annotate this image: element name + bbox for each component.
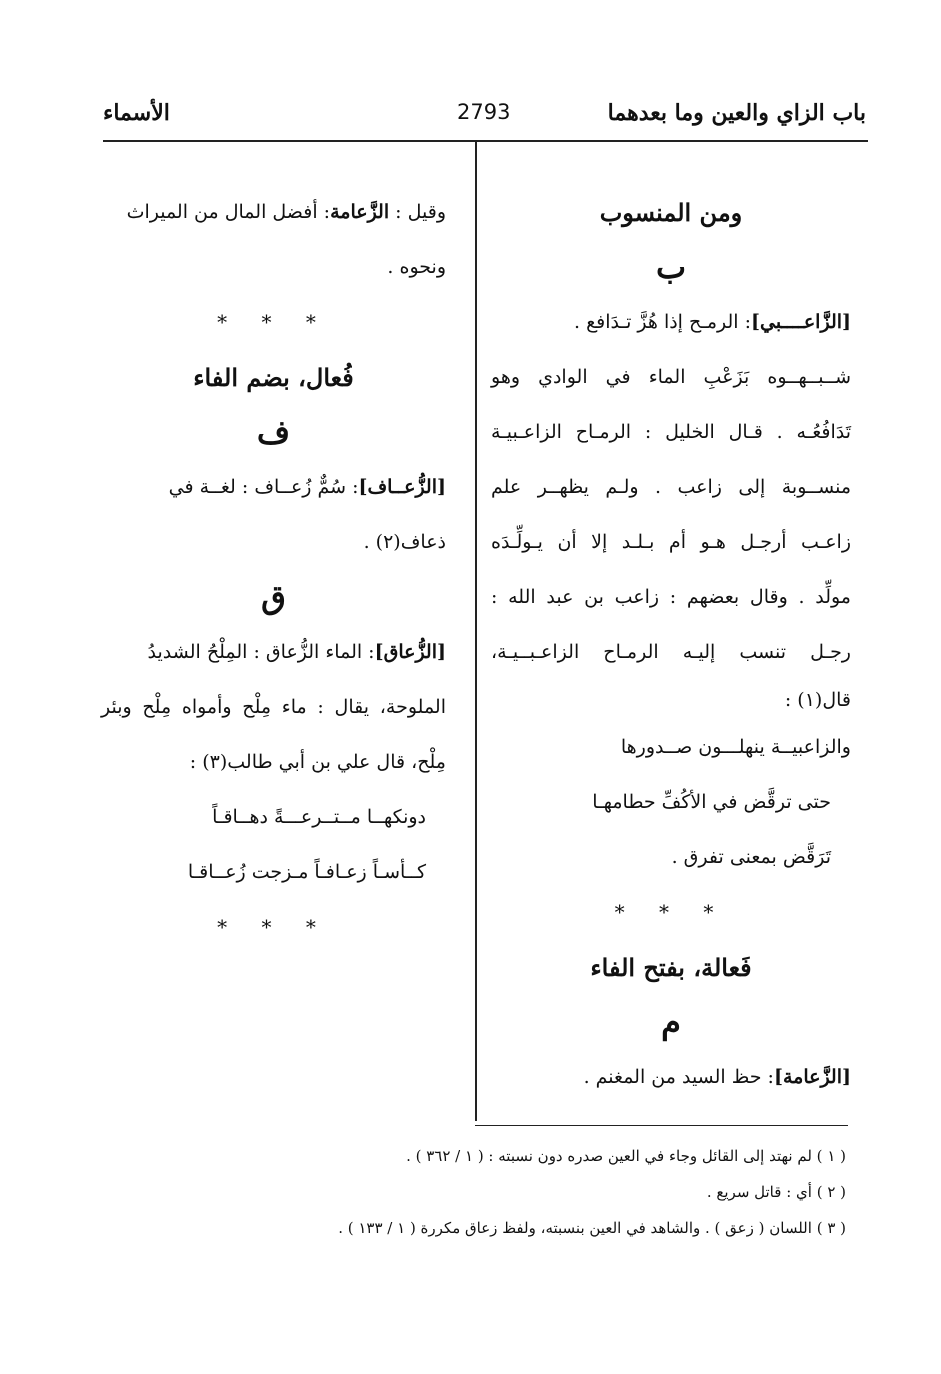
entry-line — [101, 625, 446, 680]
gloss-note: تَرَقَّض بمعنى تفرق . — [671, 846, 831, 868]
entry-line: تَدَافُعُـه . قـال الخليل : الرمـاح الزاعـبيـة — [491, 421, 851, 443]
letter-heading-m: م — [661, 1003, 681, 1041]
entry-keyword: [الزُّعــاف] — [358, 476, 446, 498]
letter-heading-f: ف — [256, 413, 291, 451]
poem-verse: حتى ترقَّض في الأكُفِّ حطامهـا — [592, 791, 831, 813]
entry-keyword: [الزُّعاق] — [374, 641, 446, 663]
entry-line: زاعـب أرجـل هـو أم بـلـد إلا أن يـولِّـدَه — [491, 531, 851, 553]
entry-line — [101, 460, 446, 515]
chapter-title: باب الزاي والعين وما بعدهما — [607, 100, 866, 126]
footnote: ( ٢ ) أي : قاتل سريع . — [706, 1183, 846, 1201]
header-rule — [103, 140, 868, 142]
footnote: ( ١ ) لم نهتد إلى القائل وجاء في العين صدره دون نسبته : ( ١ / ٣٦٢ ) . — [406, 1147, 846, 1165]
letter-heading-b: ب — [655, 248, 687, 286]
entry-line — [101, 185, 446, 240]
section-title: الأسماء — [103, 100, 170, 126]
entry-line: رجـل تنسب إليـه الرمـاح الزاعـبــيـة، — [491, 641, 851, 663]
entry-line: ونحوه . — [387, 256, 446, 278]
entry-keyword: [الزَّعامة] — [773, 1066, 851, 1088]
entry-text: : الماء الزُّعاق : المِلْحُ الشديدُ — [147, 641, 375, 663]
poem-verse: والزاعبيــة ينهلـــون صــدورها — [620, 736, 851, 758]
entry-line: قال(١) : — [784, 689, 851, 711]
entry-line: مولِّد . وقال بعضهم : زاعب بن عبد الله : — [491, 586, 851, 608]
entry-text: : الرمـح إذا هُزَّ تـدَافع . — [573, 311, 752, 333]
entry-line — [491, 1050, 851, 1105]
entry-text: : سُمٌّ زُعــاف : لغــة في — [168, 476, 359, 498]
entry-line: الملوحة، يقال : ماء مِلْح وأمواه مِلْح وبئر — [101, 696, 446, 718]
section-separator: * * * — [614, 900, 728, 924]
entry-line: منســوبة إلى زاعب . ولـم يظهــر علم — [491, 476, 851, 498]
section-separator: * * * — [217, 915, 330, 939]
entry-line: ذعاف(٢) . — [363, 531, 446, 553]
footnote-rule — [475, 1125, 848, 1126]
entry-text: : حظ السيد من المغنم . — [583, 1066, 774, 1088]
column-divider — [475, 141, 477, 1121]
section-separator: * * * — [217, 310, 330, 334]
entry-line — [491, 295, 851, 350]
entry-text: : أفضل المال من الميراث — [126, 201, 331, 223]
footnotes — [86, 1138, 846, 1246]
page-number: 2793 — [457, 100, 511, 124]
poem-verse: دونكهــا مــتــرعـــةً دهــاقـاً — [212, 806, 426, 828]
poem-verse: كــأسـاً زعـافـاً مـزجت زُعــاقـا — [187, 861, 426, 883]
section-heading: فَعالة، بفتح الفاء — [590, 953, 752, 982]
left-column — [101, 185, 446, 955]
entry-keyword: الزَّعامة — [330, 201, 390, 223]
entry-line: مِلْح، قال علي بن أبي طالب(٣) : — [189, 751, 446, 773]
entry-line: شــبــهــوه بَزَعْبِ الماء في الوادي وهو — [491, 366, 851, 388]
entry-keyword: [الزَّاعــــبي] — [751, 311, 851, 333]
footnote: ( ٣ ) اللسان ( زعق ) . والشاهد في العين بنسبته، ولفظ زعاق مكررة ( ١ / ١٣٣ ) . — [338, 1219, 846, 1237]
letter-heading-q: ق — [261, 578, 286, 616]
right-column — [491, 185, 851, 1105]
entry-prefix: وقيل : — [395, 201, 446, 223]
section-heading: ومن المنسوب — [599, 198, 743, 227]
section-heading: فُعال، بضم الفاء — [193, 363, 354, 392]
